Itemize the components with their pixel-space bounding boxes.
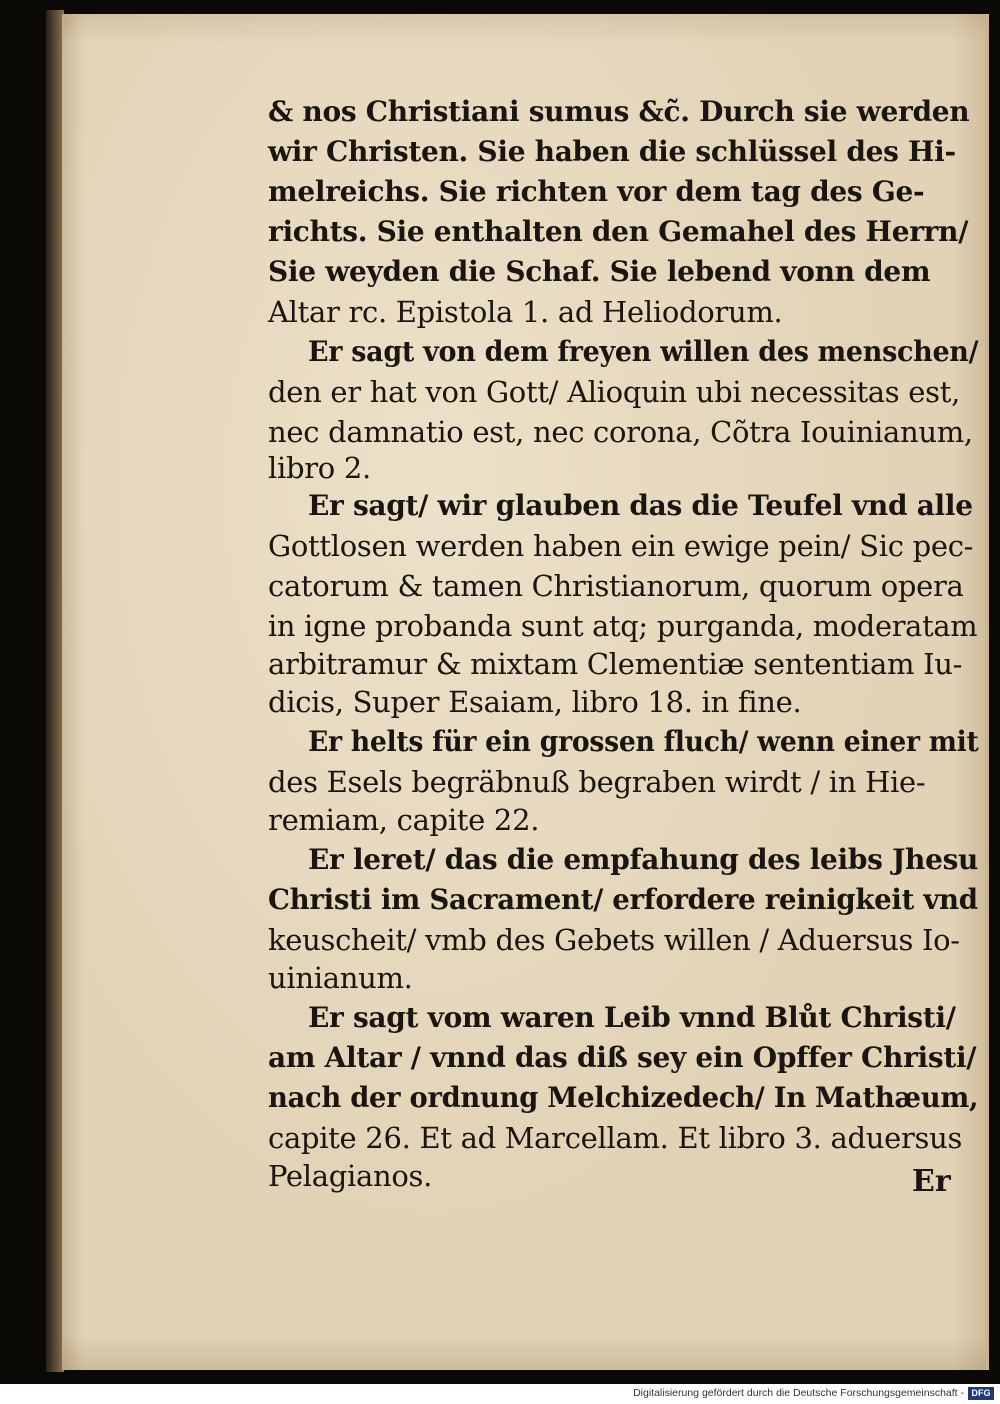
text-line-23: uinianum. — [268, 961, 413, 995]
text-line-27: capite 26. Et ad Marcellam. Et libro 3. aduersus — [268, 1121, 963, 1155]
text-line-17: Er helts für ein grossen fluch/ wenn einer mit — [308, 725, 979, 758]
text-line-7: Er sagt von dem freyen willen des menschen/ — [308, 335, 979, 368]
text-line-15: arbitramur & mixtam Clementiæ sententiam Iu- — [268, 647, 963, 681]
text-line-14: in igne probanda sunt atq; purganda, moderatam — [268, 609, 978, 643]
text-line-28: Pelagianos. — [268, 1159, 433, 1193]
text-line-3: melreichs. Sie richten vor dem tag des Ge- — [268, 175, 925, 208]
catchword: Er — [912, 1164, 951, 1199]
text-line-5: Sie weyden die Schaf. Sie lebend vonn dem — [268, 255, 931, 288]
text-line-13: catorum & tamen Christianorum, quorum opera — [268, 569, 964, 603]
footer-bar — [0, 1384, 1000, 1404]
text-line-2: wir Christen. Sie haben die schlüssel des Hi- — [268, 135, 956, 168]
text-line-26: nach der ordnung Melchizedech/ In Mathæum, — [268, 1081, 979, 1114]
text-line-20: Er leret/ das die empfahung des leibs Jhesu — [308, 843, 979, 876]
text-line-11: Er sagt/ wir glauben das die Teufel vnd alle — [308, 489, 973, 522]
text-line-16: dicis, Super Esaiam, libro 18. in fine. — [268, 685, 802, 719]
text-line-12: Gottlosen werden haben ein ewige pein/ Sic pec- — [268, 529, 974, 563]
text-line-19: remiam, capite 22. — [268, 803, 540, 837]
text-line-21: Christi im Sacrament/ erfordere reinigkeit vnd — [268, 883, 978, 916]
text-line-22: keuscheit/ vmb des Gebets willen / Aduersus Io- — [268, 923, 960, 957]
text-line-1: & nos Christiani sumus &c̃. Durch sie werden — [268, 95, 970, 128]
text-line-9: nec damnatio est, nec corona, Cõtra Iouinianum, — [268, 415, 973, 449]
dfg-logo: DFG — [968, 1387, 994, 1400]
text-line-6: Altar rc. Epistola 1. ad Heliodorum. — [268, 295, 783, 329]
text-line-24: Er sagt vom waren Leib vnnd Blůt Christi/ — [308, 1001, 956, 1034]
text-line-4: richts. Sie enthalten den Gemahel des Herrn/ — [268, 215, 969, 248]
text-line-10: libro 2. — [268, 451, 371, 485]
text-line-18: des Esels begräbnuß begraben wirdt / in Hie- — [268, 765, 926, 799]
text-line-8: den er hat von Gott/ Alioquin ubi necessitas est, — [268, 375, 961, 409]
text-line-25: am Altar / vnnd das diß sey ein Opffer Christi/ — [268, 1041, 977, 1074]
funding-notice: Digitalisierung gefördert durch die Deutsche Forschungsgemeinschaft - — [633, 1387, 964, 1399]
